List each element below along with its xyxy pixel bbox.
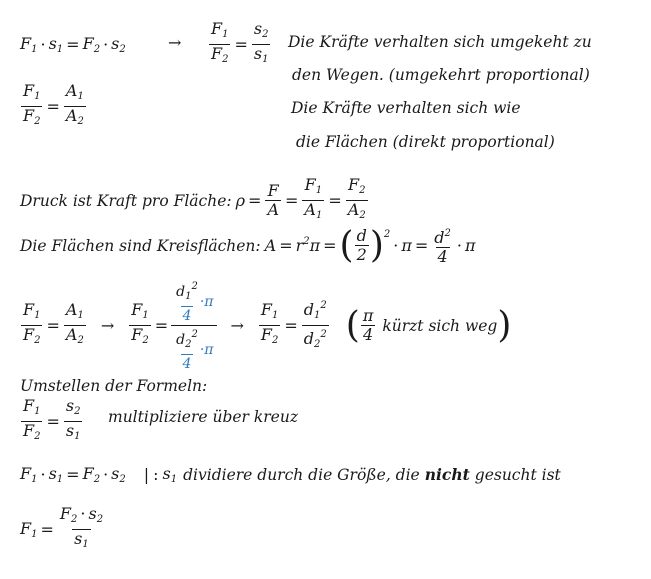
circle-area-label: Die Flächen sind Kreisflächen: <box>20 236 261 255</box>
pressure-label: Druck ist Kraft pro Fläche: <box>20 191 232 210</box>
equation-pressure: Druck ist Kraft pro Fläche: ρ = $\frac{F}{A}$ = $\frac{F_1}{A_1}$ = $\frac{F_2}{A_2}$ <box>20 176 369 225</box>
arrow-icon: → <box>230 316 244 335</box>
divide-note-end: gesucht ist <box>474 465 561 484</box>
arrow-icon: → <box>100 316 115 335</box>
equation-result: $F_1$ = $\frac{F_2 \cdot s_2}{s_1}$ <box>20 505 106 554</box>
equation-force-path: $F_1$ · $s_1$ = $F_2$ · $s_2$ <box>20 34 126 55</box>
text-inverse-proportional-2: den Wegen. (umgekehrt proportional) <box>292 66 590 84</box>
nicht-emphasis: nicht <box>424 465 470 484</box>
cancel-note: kürzt sich weg <box>382 316 498 335</box>
text-inverse-proportional-1: Die Kräfte verhalten sich umgekeht zu <box>288 33 592 51</box>
equation-circle-area: Die Flächen sind Kreisflächen: A = $r^2\pi$ = ( $\frac{d}{2}$ ) $^2$ · π = $\frac{d^2}{4}$ · π <box>20 224 476 266</box>
equation-substitution: $\frac{F_1}{F_2}$ = $\frac{A_1}{A_2}$ → $\frac{F_1}{F_2}$ = $\frac{d_1^2}{4}$ ·π $\frac{d_2^2}{4}$ ·π → $\frac{F_1}{F_2}$ = $\frac{d_1^2}{d_2^2}$ ( $\frac{\pi}{4}$ kürzt sich weg ) <box>20 278 511 373</box>
equation-force-area-ratio: $\frac{F_1}{F_2}$ = $\frac{A_1}{A_2}$ <box>20 82 87 131</box>
equation-divide: $F_1$ · $s_1$ = $F_2$ · $s_2$ | : $s_1$ dividiere durch die Größe, die nicht gesucht ist <box>20 464 561 485</box>
cross-multiply-note: multipliziere über kreuz <box>108 408 299 426</box>
equation-rearrange-ratio: $\frac{F_1}{F_2}$ = $\frac{s_2}{s_1}$ <box>20 397 83 446</box>
arrow-icon: → <box>168 33 182 52</box>
divide-note: dividiere durch die Größe, die <box>183 465 420 484</box>
text-direct-proportional-1: Die Kräfte verhalten sich wie <box>291 99 521 117</box>
rearrange-heading: Umstellen der Formeln: <box>20 377 208 395</box>
nested-area-fraction: $\frac{d_1^2}{4}$ ·π $\frac{d_2^2}{4}$ ·π <box>171 278 216 373</box>
text-direct-proportional-2: die Flächen (direkt proportional) <box>296 133 555 151</box>
equation-force-ratio-path: $\frac{F_1}{F_2}$ = $\frac{s_2}{s_1}$ <box>208 20 271 69</box>
